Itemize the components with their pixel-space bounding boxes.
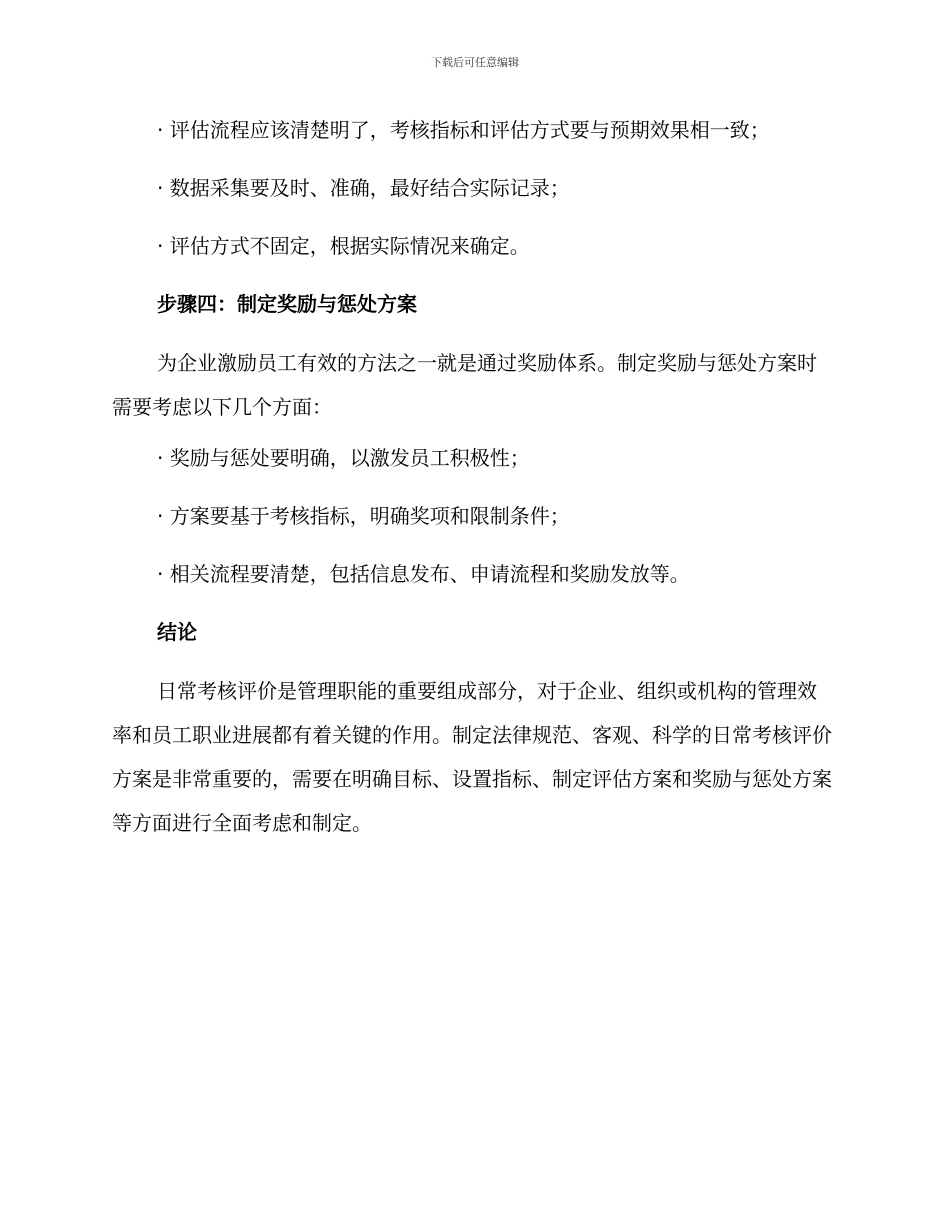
list-item: · 相关流程要清楚，包括信息发布、申请流程和奖励发放等。 [157,562,690,586]
list-item: · 奖励与惩处要明确，以激发员工积极性； [157,446,530,470]
document-body [112,113,832,857]
list-item: · 评估流程应该清楚明了，考核指标和评估方式要与预期效果相一致； [157,118,770,142]
paragraph-step4: 为企业激励员工有效的方法之一就是通过奖励体系。制定奖励与惩处方案时需要考虑以下几个方面： [112,351,817,419]
header-note: 下载后可任意编辑 [431,56,519,69]
list-item: · 评估方式不固定，根据实际情况来确定。 [157,234,530,258]
list-item: · 方案要基于考核指标，明确奖项和限制条件； [157,504,570,528]
section-heading-step4: 步骤四：制定奖励与惩处方案 [157,292,417,316]
list-item: · 数据采集要及时、准确，最好结合实际记录； [157,176,570,200]
paragraph-conclusion: 日常考核评价是管理职能的重要组成部分，对于企业、组织或机构的管理效率和员工职业进展都有着关键的作用。制定法律规范、客观、科学的日常考核评价方案是非常重要的，需要在明确目标、设置指标、制定评估方案和奖励与惩处方案等方面进行全面考虑和制定。 [112,679,832,835]
section-heading-conclusion: 结论 [157,620,197,644]
